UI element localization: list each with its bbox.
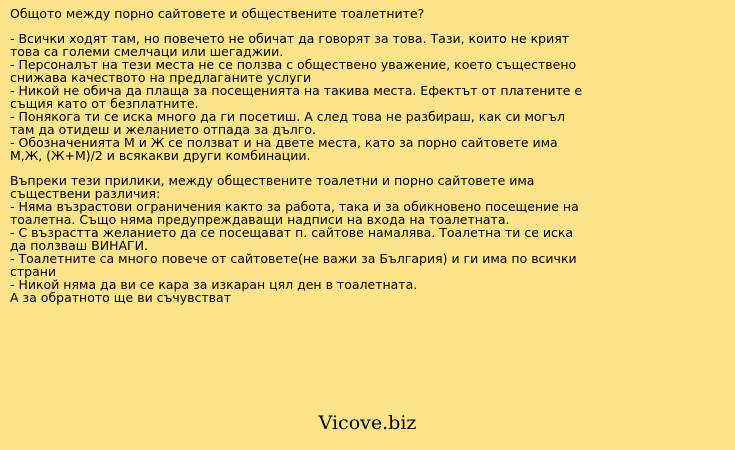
text-line: - Тоалетните са много повече от сайтовете(не важи за България) и ги има по всички	[10, 251, 577, 266]
similarities-paragraph	[10, 32, 725, 162]
text-line: - Никой не обича да плаща за посещенията на такива места. Ефектът от платените е	[10, 83, 583, 98]
text-line: снижава качеството на предлаганите услуги	[10, 70, 312, 85]
joke-title: Общото между порно сайтовете и обществените тоалетните?	[10, 6, 425, 21]
text-line: М,Ж, (Ж+М)/2 и всякакви други комбинации.	[10, 148, 311, 163]
text-line: това са големи смелчаци или шегаджии.	[10, 44, 284, 59]
text-line: Въпреки тези прилики, между обществените тоалетни и порно сайтовете има	[10, 173, 535, 188]
text-line: - С възрастта желанието да се посещават п. сайтове намалява. Тоалетна ти се иска	[10, 225, 574, 240]
text-line: там да отидеш и желанието отпада за дълго.	[10, 122, 316, 137]
site-watermark: Vicove.biz	[318, 412, 417, 434]
text-line: - Всички ходят там, но повечето не обичат да говорят за това. Тази, които не крият	[10, 31, 570, 46]
text-line: А за обратното ще ви съчувстват	[10, 290, 231, 305]
text-line: - Никой няма да ви се кара за изкаран цял ден в тоалетната.	[10, 277, 418, 292]
text-line: съществени различия:	[10, 186, 161, 201]
text-line: страни	[10, 264, 57, 279]
text-line: да ползваш ВИНАГИ.	[10, 238, 148, 253]
text-line: - Обозначенията М и Ж се ползват и на двете места, като за порно сайтовете има	[10, 135, 558, 150]
text-line: същия като от безплатните.	[10, 96, 199, 111]
joke-text	[10, 7, 725, 316]
text-line: - Няма възрастови ограничения както за работа, така и за обикновено посещение на	[10, 199, 579, 214]
text-line: тоалетна. Също няма предупреждаващи надписи на входа на тоалетната.	[10, 212, 510, 227]
text-line: - Понякога ти се иска много да ги посетиш. А след това не разбираш, как си могъл	[10, 109, 565, 124]
text-line: - Персоналът на тези места не се ползва с обществено уважение, което съществено	[10, 57, 577, 72]
differences-paragraph	[10, 174, 725, 304]
